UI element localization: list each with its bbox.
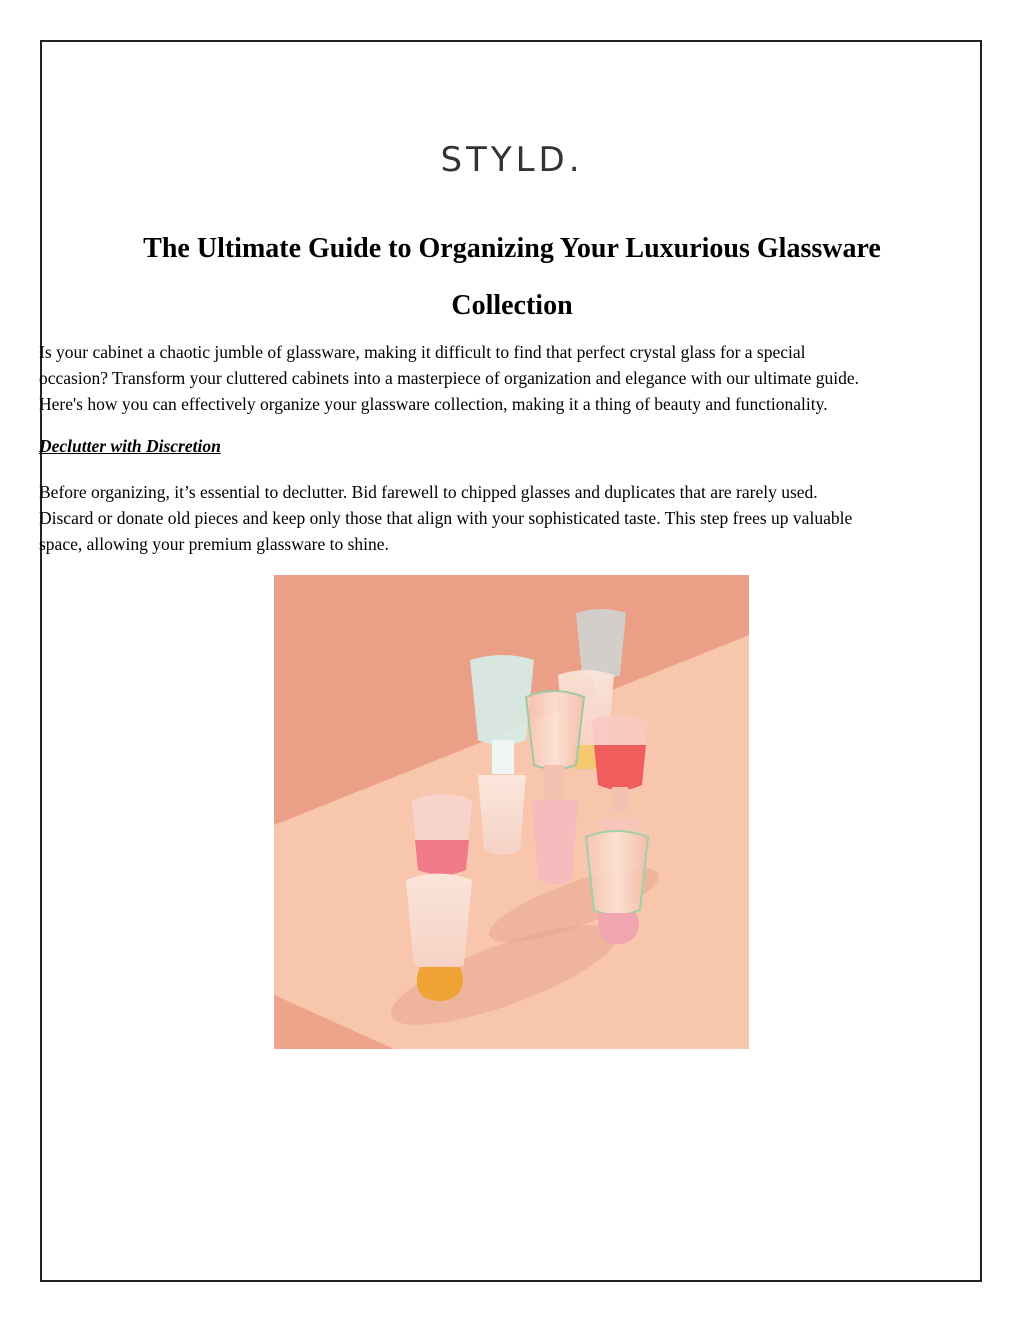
intro-line: Is your cabinet a chaotic jumble of glassware, making it difficult to find that perfect crystal glass for a special [39,342,806,362]
glass-pink-tumbler [412,794,472,875]
brand-logo: STYLD. [440,140,584,180]
article-title: The Ultimate Guide to Organizing Your Luxurious Glassware Collection [143,233,881,321]
intro-line: Here's how you can effectively organize your glassware collection, making it a thing of beauty and functionality. [39,394,828,414]
glassware-photo [274,575,749,1049]
section-heading: Declutter with Discretion [39,436,221,456]
intro-line: occasion? Transform your cluttered cabinets into a masterpiece of organization and elegance with our ultimate guide. [39,368,859,388]
section-paragraph [39,479,989,557]
section-line: Before organizing, it’s essential to declutter. Bid farewell to chipped glasses and duplicates that are rarely used. [39,482,818,502]
section-line: Discard or donate old pieces and keep only those that align with your sophisticated taste. This step frees up valuable [39,508,853,528]
section-line: space, allowing your premium glassware to shine. [39,534,389,554]
intro-paragraph [39,339,989,417]
